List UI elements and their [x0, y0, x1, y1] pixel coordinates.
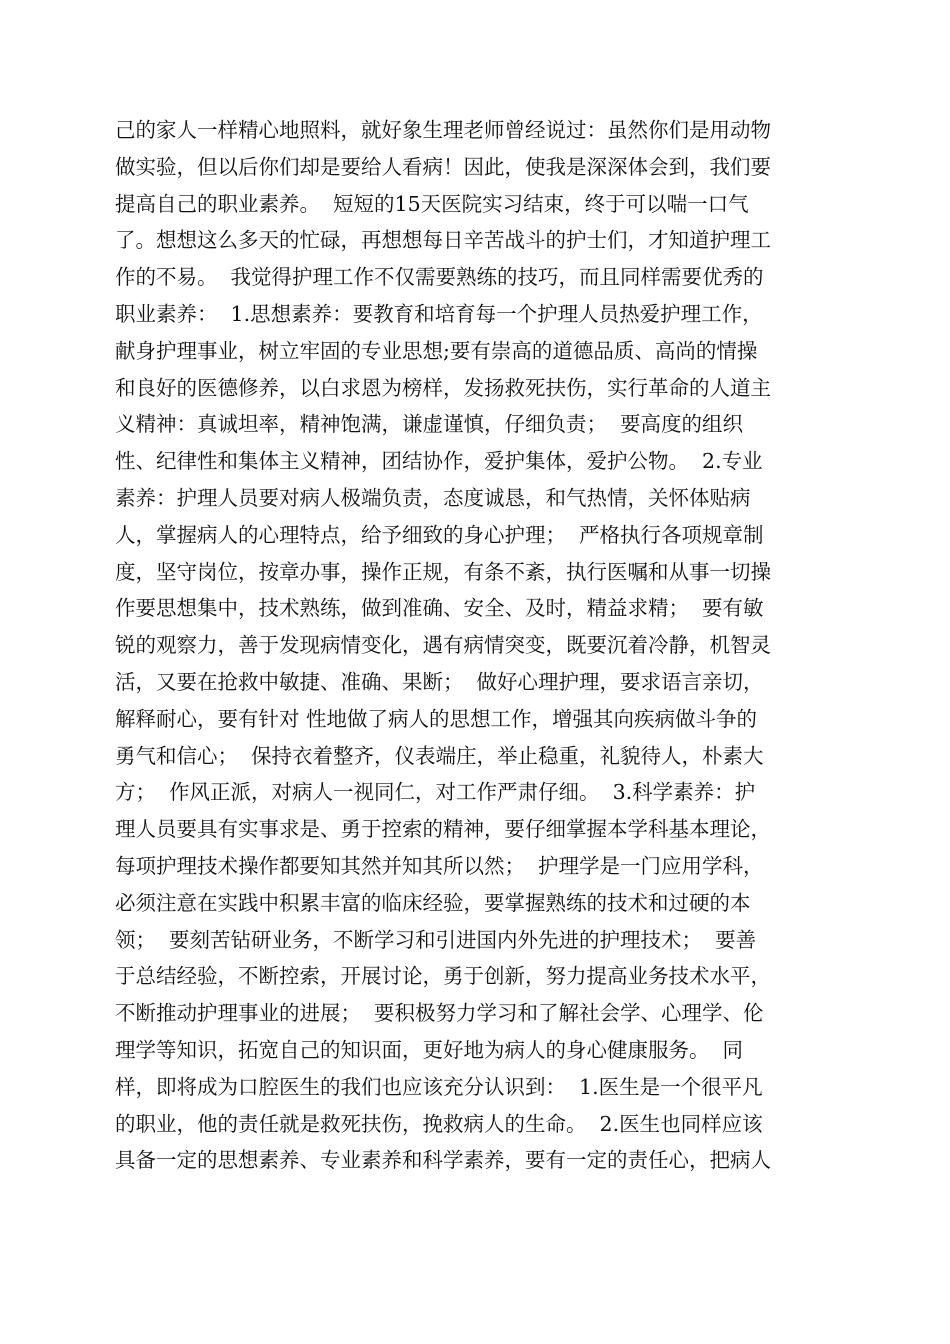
text-line: 人，掌握病人的心理特点，给予细致的身心护理； 严格执行各项规章制: [115, 522, 764, 547]
text-line: 解释耐心，要有针对 性地做了病人的思想工作，增强其向疾病做斗争的: [115, 706, 758, 731]
text-line: 理学等知识，拓宽自己的知识面，更好地为病人的身心健康服务。 同: [115, 1037, 744, 1062]
text-line: 义精神：真诚坦率，精神饱满，谦虚谨慎，仔细负责； 要高度的组织: [115, 412, 744, 437]
text-line: 职业素养： 1.思想素养：要教育和培育每一个护理人员热爱护理工作，: [115, 301, 763, 326]
body-text: [115, 112, 835, 1179]
text-line: 勇气和信心； 保持衣着整齐，仪表端庄，举止稳重，礼貌待人，朴素大: [115, 743, 764, 768]
text-line: 性、纪律性和集体主义精神，团结协作，爱护集体，爱护公物。 2.专业: [115, 449, 763, 474]
text-line: 作的不易。 我觉得护理工作不仅需要熟练的技巧，而且同样需要优秀的: [115, 265, 764, 290]
text-line: 不断推动护理事业的进展； 要积极努力学习和了解社会学、心理学、伦: [115, 1001, 764, 1026]
text-line: 己的家人一样精心地照料，就好象生理老师曾经说过：虽然你们是用动物: [115, 118, 771, 142]
text-line: 做实验，但以后你们却是要给人看病！因此，使我是深深体会到，我们要: [115, 154, 771, 179]
text-line: 方； 作风正派，对病人一视同仁，对工作严肃仔细。 3.科学素养：护: [115, 780, 756, 805]
text-line: 的职业，他的责任就是救死扶伤，挽救病人的生命。 2.医生也同样应该: [115, 1111, 763, 1136]
text-line: 样，即将成为口腔医生的我们也应该充分认识到： 1.医生是一个很平凡: [115, 1074, 763, 1099]
text-line: 理人员要具有实事求是、勇于控索的精神，要仔细掌握本学科基本理论，: [115, 817, 771, 842]
text-line: 具备一定的思想素养、专业素养和科学素养，要有一定的责任心，把病人: [115, 1148, 771, 1173]
text-line: 活，又要在抢救中敏捷、准确、果断； 做好心理护理，要求语言亲切，: [115, 669, 764, 694]
text-line: 献身护理事业，树立牢固的专业思想;要有崇高的道德品质、高尚的情操: [115, 338, 758, 363]
text-line: 锐的观察力，善于发现病情变化，遇有病情突变，既要沉着冷静，机智灵: [115, 633, 771, 658]
text-line: 必须注意在实践中积累丰富的临床经验，要掌握熟练的技术和过硬的本: [115, 890, 751, 915]
text-line: 和良好的医德修养，以白求恩为榜样，发扬救死扶伤，实行革命的人道主: [115, 375, 771, 400]
text-line: 于总结经验，不断控索，开展讨论，勇于创新，努力提高业务技术水平，: [115, 964, 771, 989]
text-line: 素养：护理人员要对病人极端负责，态度诚恳，和气热情，关怀体贴病: [115, 485, 751, 510]
text-line: 度，坚守岗位，按章办事，操作正规，有条不紊，执行医嘱和从事一切操: [115, 559, 771, 584]
text-line: 作要思想集中，技术熟练，做到准确、安全、及时，精益求精； 要有敏: [115, 596, 764, 621]
text-line: 提高自己的职业素养。 短短的15天医院实习结束，终于可以喘一口气: [115, 191, 749, 216]
text-line: 每项护理技术操作都要知其然并知其所以然； 护理学是一门应用学科，: [115, 853, 764, 878]
text-line: 了。想想这么多天的忙碌，再想想每日辛苦战斗的护士们，才知道护理工: [115, 228, 771, 253]
text-line: 领； 要刻苦钻研业务，不断学习和引进国内外先进的护理技术； 要善: [115, 927, 757, 952]
